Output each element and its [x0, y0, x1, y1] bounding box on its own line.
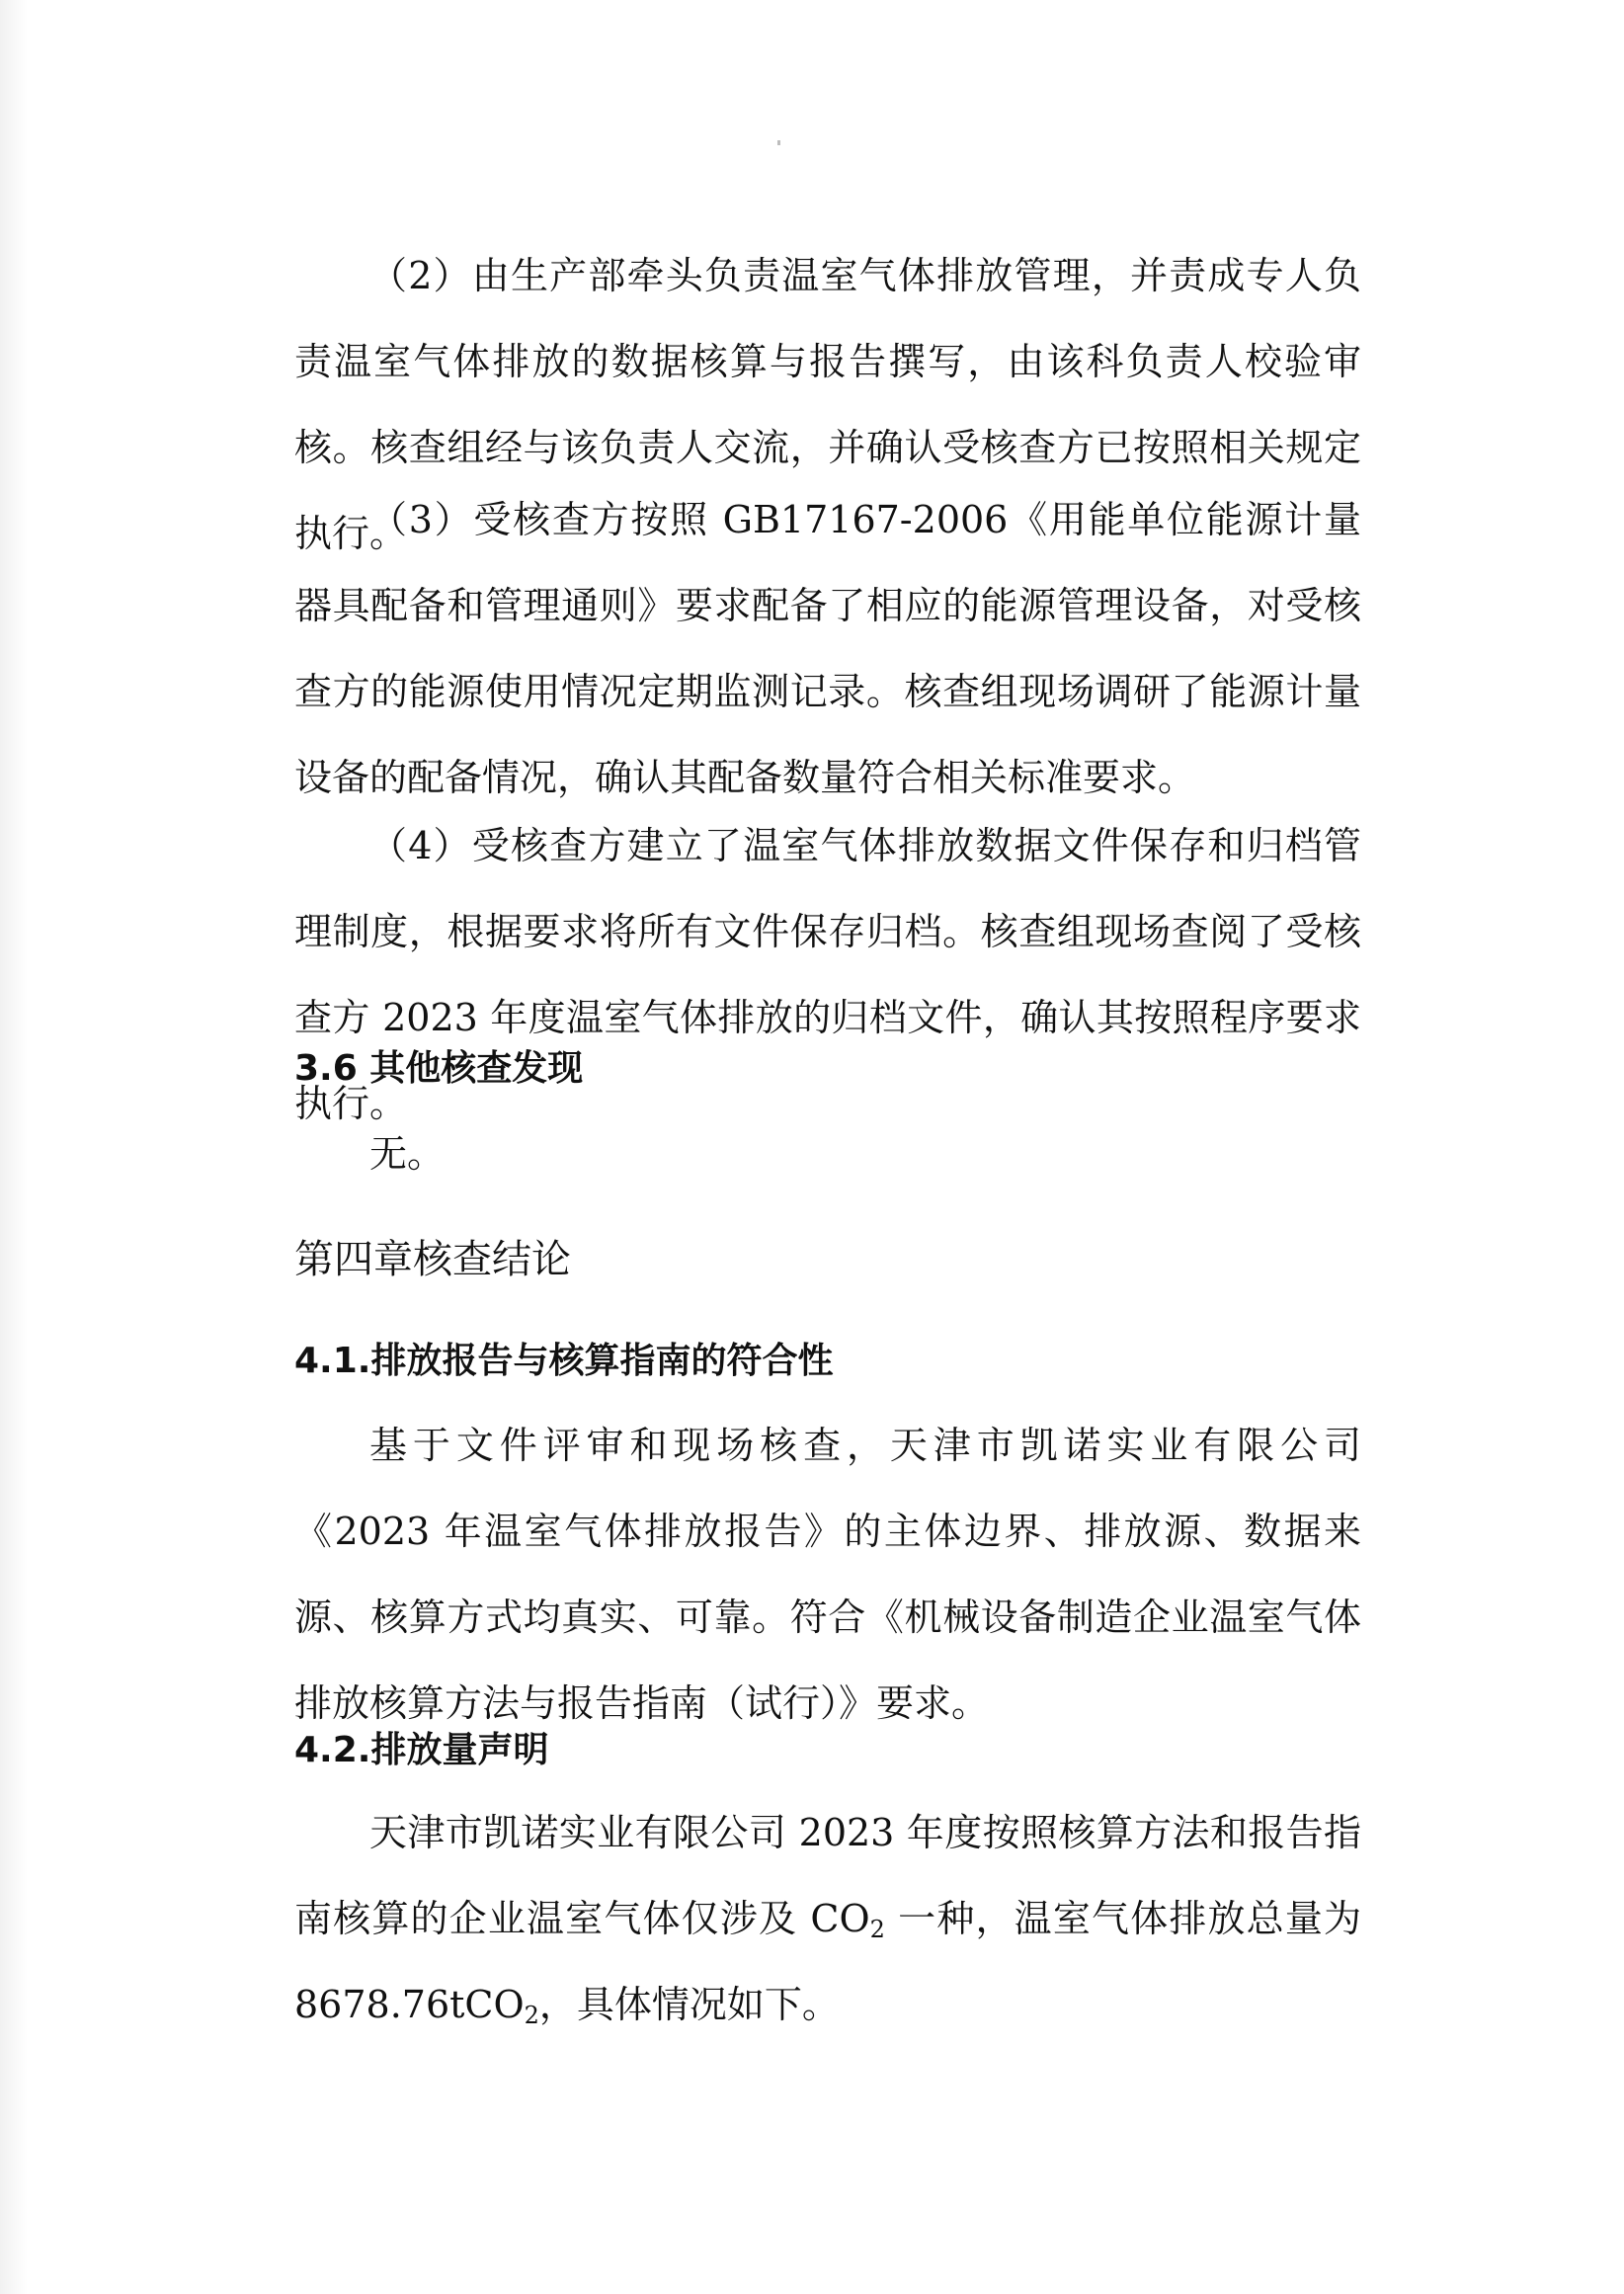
section-4-2-heading	[294, 1727, 1361, 1774]
section-4-2-body	[294, 1790, 1361, 2048]
section-4-1-heading	[294, 1338, 1361, 1385]
section-4-1-heading-text: 4.1.排放报告与核算指南的符合性	[294, 1341, 834, 1381]
co2-subscript-1: 2	[869, 1916, 885, 1943]
emission-text-part-2: 一种，温室气体排放总量为 8678.76tCO	[294, 1897, 1361, 2026]
paragraph-3	[294, 477, 1361, 821]
co2-subscript-2: 2	[524, 2002, 539, 2029]
emission-text-part-1: 天津市凯诺实业有限公司 2023 年度按照核算方法和报告指南核算的企业温室气体仅涉及 CO	[294, 1811, 1361, 1940]
section-4-2-body-text	[294, 1790, 1361, 2048]
scan-speck	[777, 140, 780, 145]
section-3-6-heading-text: 3.6 其他核查发现	[294, 1048, 584, 1089]
section-4-1-body-text: 基于文件评审和现场核查，天津市凯诺实业有限公司《2023 年温室气体排放报告》的主体边界、排放源、数据来源、核算方式均真实、可靠。符合《机械设备制造企业温室气体排放核算方法与报告指南（试行）》要求。	[294, 1424, 1361, 1725]
scan-edge-shadow	[0, 0, 28, 2294]
chapter-4-title	[294, 1233, 1361, 1286]
paragraph-3-text: （3）受核查方按照 GB17167-2006《用能单位能源计量器具配备和管理通则》要求配备了相应的能源管理设备，对受核查方的能源使用情况定期监测记录。核查组现场调研了能源计量设备的配备情况，确认其配备数量符合相关标准要求。	[294, 498, 1361, 799]
paragraph-4	[294, 803, 1361, 1147]
section-3-6-body	[369, 1111, 1436, 1197]
paragraph-4-text: （4）受核查方建立了温室气体排放数据文件保存和归档管理制度，根据要求将所有文件保存归档。核查组现场查阅了受核查方 2023 年度温室气体排放的归档文件，确认其按照程序要求执行。	[294, 824, 1361, 1125]
chapter-4-title-text: 第四章核查结论	[294, 1237, 571, 1282]
emission-text-part-3: ，具体情况如下。	[538, 1983, 840, 2026]
section-4-1-body	[294, 1403, 1361, 1747]
paragraph-2-text: （2）由生产部牵头负责温室气体排放管理，并责成专人负责温室气体排放的数据核算与报告撰写，由该科负责人校验审核。核查组经与该负责人交流，并确认受核查方已按照相关规定执行。	[294, 254, 1361, 555]
section-3-6-heading	[294, 1045, 1361, 1093]
section-4-2-heading-text: 4.2.排放量声明	[294, 1730, 549, 1770]
section-3-6-body-text: 无。	[369, 1132, 446, 1176]
